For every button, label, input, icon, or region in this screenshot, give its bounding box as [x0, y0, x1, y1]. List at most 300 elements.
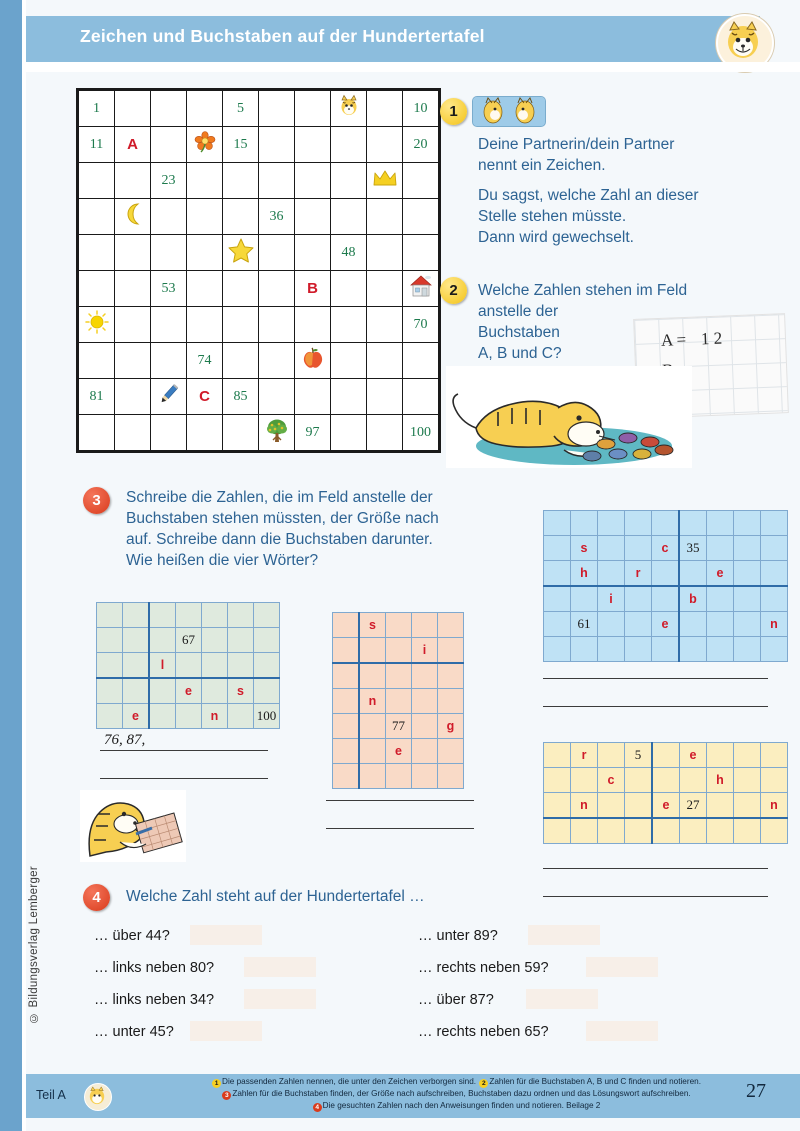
grid-cell-empty[interactable] — [412, 613, 438, 638]
chart-cell-empty[interactable] — [187, 235, 223, 271]
grid-cell-empty[interactable] — [228, 704, 254, 729]
grid-cell-empty[interactable] — [707, 793, 734, 819]
grid-cell-empty[interactable] — [680, 768, 707, 793]
grid-cell-c[interactable]: c — [598, 768, 625, 793]
chart-cell-letter-C[interactable]: C — [187, 379, 223, 415]
chart-cell-star-icon[interactable] — [223, 235, 259, 271]
task-4-right-answer-box-3[interactable] — [526, 989, 598, 1009]
grid-cell-empty[interactable] — [412, 739, 438, 764]
word-grid-pink[interactable] — [332, 612, 464, 789]
grid-cell-empty[interactable] — [734, 536, 761, 561]
grid-cell-empty[interactable] — [149, 628, 176, 653]
grid-cell-empty[interactable] — [544, 586, 571, 612]
task-4-right-answer-box-4[interactable] — [586, 1021, 658, 1041]
chart-cell-empty[interactable] — [295, 235, 331, 271]
grid-cell-empty[interactable] — [202, 603, 228, 628]
grid-cell-s[interactable]: s — [359, 613, 386, 638]
grid-cell-s[interactable]: s — [228, 678, 254, 704]
chart-cell-empty[interactable] — [295, 91, 331, 127]
chart-cell-1[interactable]: 1 — [79, 91, 115, 127]
grid-cell-empty[interactable] — [438, 764, 464, 789]
task-4-right-label-1: … unter 89? — [418, 928, 498, 944]
grid-cell-l[interactable]: l — [149, 653, 176, 679]
grid-cell-empty[interactable] — [598, 793, 625, 819]
chart-cell-10[interactable]: 10 — [403, 91, 439, 127]
chart-cell-empty[interactable] — [79, 163, 115, 199]
grid-cell-empty[interactable] — [97, 704, 123, 729]
grid-cell-empty[interactable] — [333, 638, 360, 664]
grid-cell-empty[interactable] — [333, 714, 360, 739]
chart-cell-empty[interactable] — [259, 379, 295, 415]
grid-cell-empty[interactable] — [652, 637, 680, 662]
grid-cell-empty[interactable] — [202, 628, 228, 653]
chart-cell-empty[interactable] — [79, 271, 115, 307]
grid-cell-empty[interactable] — [707, 637, 734, 662]
grid-cell-n[interactable]: n — [359, 689, 386, 714]
grid-cell-empty[interactable] — [625, 793, 653, 819]
grid-cell-empty[interactable] — [734, 511, 761, 536]
grid-cell-empty[interactable] — [734, 743, 761, 768]
grid-row — [333, 689, 464, 714]
chart-cell-empty[interactable] — [115, 379, 151, 415]
grid-cell-s[interactable]: s — [571, 536, 598, 561]
task-4-left-answer-box-4[interactable] — [190, 1021, 262, 1041]
grid-cell-empty[interactable] — [97, 653, 123, 679]
chart-cell-empty[interactable] — [367, 343, 403, 379]
chart-cell-empty[interactable] — [367, 127, 403, 163]
chart-cell-empty[interactable] — [367, 271, 403, 307]
grid-cell-empty[interactable] — [228, 603, 254, 628]
grid-cell-empty[interactable] — [254, 678, 280, 704]
chart-cell-crown-icon[interactable] — [367, 163, 403, 199]
grid-cell-empty[interactable] — [598, 536, 625, 561]
grid-cell-empty[interactable] — [734, 586, 761, 612]
grid-cell-empty[interactable] — [652, 511, 680, 536]
grid-cell-e[interactable]: e — [176, 678, 202, 704]
chart-cell-moon-icon[interactable] — [115, 199, 151, 235]
grid-cell-empty[interactable] — [734, 793, 761, 819]
chart-cell-empty[interactable] — [295, 199, 331, 235]
grid-cell-empty[interactable] — [333, 739, 360, 764]
grid-cell-i[interactable]: i — [412, 638, 438, 664]
grid-cell-5[interactable]: 5 — [625, 743, 653, 768]
grid-cell-67[interactable]: 67 — [176, 628, 202, 653]
chart-row — [79, 307, 439, 343]
chart-cell-empty[interactable] — [331, 343, 367, 379]
chart-cell-empty[interactable] — [295, 127, 331, 163]
star-icon — [228, 238, 254, 267]
grid-cell-empty[interactable] — [652, 818, 680, 844]
chart-cell-letter-A[interactable]: A — [115, 127, 151, 163]
chart-cell-36[interactable]: 36 — [259, 199, 295, 235]
grid-cell-empty[interactable] — [176, 653, 202, 679]
chart-cell-empty[interactable] — [259, 307, 295, 343]
grid-cell-empty[interactable] — [544, 768, 571, 793]
flower-icon — [193, 130, 217, 158]
grid-cell-empty[interactable] — [734, 818, 761, 844]
grid-cell-empty[interactable] — [333, 613, 360, 638]
answer-line-pink-2[interactable] — [326, 828, 474, 829]
grid-cell-empty[interactable] — [598, 818, 625, 844]
grid-row — [97, 704, 280, 729]
grid-cell-empty[interactable] — [625, 536, 652, 561]
grid-cell-empty[interactable] — [386, 689, 412, 714]
chart-cell-empty[interactable] — [187, 91, 223, 127]
grid-cell-empty[interactable] — [761, 743, 788, 768]
chart-cell-house-icon[interactable] — [403, 271, 439, 307]
grid-cell-empty[interactable] — [625, 511, 652, 536]
grid-cell-empty[interactable] — [149, 704, 176, 729]
chart-cell-empty[interactable] — [259, 163, 295, 199]
grid-cell-empty[interactable] — [679, 612, 707, 637]
grid-cell-h[interactable]: h — [707, 768, 734, 793]
task-2-line-2: anstelle der — [478, 303, 559, 320]
grid-cell-empty[interactable] — [761, 561, 788, 587]
grid-cell-empty[interactable] — [652, 768, 680, 793]
chart-cell-empty[interactable] — [223, 163, 259, 199]
grid-cell-empty[interactable] — [598, 637, 625, 662]
chart-cell-empty[interactable] — [151, 307, 187, 343]
grid-cell-empty[interactable] — [571, 818, 598, 844]
grid-cell-empty[interactable] — [571, 768, 598, 793]
chart-cell-empty[interactable] — [259, 91, 295, 127]
word-grid-table — [332, 612, 464, 789]
grid-cell-empty[interactable] — [571, 511, 598, 536]
chart-cell-empty[interactable] — [187, 271, 223, 307]
grid-cell-empty[interactable] — [254, 603, 280, 628]
grid-cell-empty[interactable] — [176, 704, 202, 729]
grid-row — [97, 678, 280, 704]
grid-cell-empty[interactable] — [761, 511, 788, 536]
task-3-number: 3 — [83, 487, 110, 514]
grid-cell-empty[interactable] — [707, 743, 734, 768]
grid-cell-empty[interactable] — [707, 511, 734, 536]
grid-cell-empty[interactable] — [544, 511, 571, 536]
grid-cell-empty[interactable] — [652, 586, 680, 612]
grid-cell-c[interactable]: c — [652, 536, 680, 561]
grid-cell-empty[interactable] — [438, 638, 464, 664]
chart-cell-empty[interactable] — [331, 307, 367, 343]
chart-cell-97[interactable]: 97 — [295, 415, 331, 451]
grid-cell-n[interactable]: n — [202, 704, 228, 729]
grid-cell-empty[interactable] — [123, 678, 150, 704]
chart-cell-5[interactable]: 5 — [223, 91, 259, 127]
chart-cell-empty[interactable] — [331, 127, 367, 163]
grid-cell-empty[interactable] — [386, 638, 412, 664]
grid-row — [333, 638, 464, 664]
grid-cell-empty[interactable] — [652, 743, 680, 768]
task-4-right-answer-box-2[interactable] — [586, 957, 658, 977]
grid-cell-empty[interactable] — [625, 768, 653, 793]
chart-cell-empty[interactable] — [331, 199, 367, 235]
chart-cell-apple-icon[interactable] — [295, 343, 331, 379]
grid-cell-empty[interactable] — [734, 612, 761, 637]
chart-cell-empty[interactable] — [115, 163, 151, 199]
chart-cell-empty[interactable] — [331, 271, 367, 307]
grid-cell-i[interactable]: i — [598, 586, 625, 612]
grid-cell-empty[interactable] — [679, 511, 707, 536]
chart-cell-74[interactable]: 74 — [187, 343, 223, 379]
chart-cell-100[interactable]: 100 — [403, 415, 439, 451]
grid-cell-empty[interactable] — [761, 536, 788, 561]
chart-cell-empty[interactable] — [367, 91, 403, 127]
grid-cell-empty[interactable] — [761, 768, 788, 793]
grid-cell-empty[interactable] — [438, 663, 464, 689]
chart-cell-empty[interactable] — [115, 307, 151, 343]
chart-cell-empty[interactable] — [403, 379, 439, 415]
chart-cell-85[interactable]: 85 — [223, 379, 259, 415]
chart-cell-empty[interactable] — [115, 343, 151, 379]
chart-cell-empty[interactable] — [79, 235, 115, 271]
grid-cell-empty[interactable] — [571, 637, 598, 662]
chart-cell-53[interactable]: 53 — [151, 271, 187, 307]
grid-cell-61[interactable]: 61 — [571, 612, 598, 637]
chart-cell-sun-icon[interactable] — [79, 307, 115, 343]
chart-cell-empty[interactable] — [403, 343, 439, 379]
chart-cell-empty[interactable] — [403, 163, 439, 199]
grid-cell-empty[interactable] — [598, 561, 625, 587]
chart-cell-empty[interactable] — [187, 415, 223, 451]
grid-cell-empty[interactable] — [598, 511, 625, 536]
grid-cell-empty[interactable] — [386, 764, 412, 789]
task-4-left-answer-box-1[interactable] — [190, 925, 262, 945]
grid-cell-empty[interactable] — [359, 739, 386, 764]
chart-cell-empty[interactable] — [259, 127, 295, 163]
chart-cell-20[interactable]: 20 — [403, 127, 439, 163]
chart-cell-empty[interactable] — [115, 91, 151, 127]
chart-cell-23[interactable]: 23 — [151, 163, 187, 199]
grid-cell-empty[interactable] — [176, 603, 202, 628]
grid-cell-empty[interactable] — [761, 637, 788, 662]
grid-cell-empty[interactable] — [202, 653, 228, 679]
chart-cell-tiger-icon[interactable] — [331, 91, 367, 127]
answer-line-green-2[interactable] — [100, 778, 268, 779]
word-grid-green[interactable] — [96, 602, 280, 729]
grid-cell-empty[interactable] — [598, 743, 625, 768]
grid-cell-empty[interactable] — [202, 678, 228, 704]
grid-cell-empty[interactable] — [149, 603, 176, 628]
grid-cell-empty[interactable] — [412, 764, 438, 789]
chart-cell-empty[interactable] — [295, 307, 331, 343]
grid-cell-77[interactable]: 77 — [386, 714, 412, 739]
grid-cell-empty[interactable] — [707, 818, 734, 844]
grid-cell-n[interactable]: n — [761, 793, 788, 819]
grid-cell-b[interactable]: b — [679, 586, 707, 612]
answer-line-yellow-1[interactable] — [543, 868, 768, 869]
grid-cell-empty[interactable] — [254, 653, 280, 679]
grid-cell-empty[interactable] — [333, 689, 360, 714]
chart-cell-empty[interactable] — [331, 163, 367, 199]
grid-cell-g[interactable]: g — [438, 714, 464, 739]
task-1-number: 1 — [440, 98, 467, 125]
chart-cell-empty[interactable] — [295, 163, 331, 199]
task-4-right-answer-box-1[interactable] — [528, 925, 600, 945]
grid-cell-e[interactable]: e — [123, 704, 150, 729]
chart-cell-empty[interactable] — [259, 343, 295, 379]
chart-cell-empty[interactable] — [151, 199, 187, 235]
grid-cell-empty[interactable] — [333, 764, 360, 789]
grid-cell-empty[interactable] — [97, 628, 123, 653]
grid-cell-empty[interactable] — [544, 637, 571, 662]
chart-cell-empty[interactable] — [259, 235, 295, 271]
grid-cell-n[interactable]: n — [571, 793, 598, 819]
grid-cell-empty[interactable] — [625, 637, 652, 662]
grid-cell-empty[interactable] — [438, 689, 464, 714]
chart-cell-empty[interactable] — [403, 235, 439, 271]
page-number: 27 — [746, 1080, 766, 1102]
chart-cell-empty[interactable] — [115, 415, 151, 451]
chart-cell-empty[interactable] — [331, 415, 367, 451]
grid-cell-empty[interactable] — [734, 561, 761, 587]
grid-cell-e[interactable]: e — [386, 739, 412, 764]
grid-row — [333, 739, 464, 764]
answer-line-blue-1[interactable] — [543, 678, 768, 679]
chart-cell-empty[interactable] — [115, 235, 151, 271]
chart-cell-pencil-icon[interactable] — [151, 379, 187, 415]
grid-cell-e[interactable]: e — [652, 793, 680, 819]
grid-cell-empty[interactable] — [149, 678, 176, 704]
chart-cell-empty[interactable] — [115, 271, 151, 307]
grid-cell-empty[interactable] — [571, 586, 598, 612]
chart-cell-empty[interactable] — [403, 199, 439, 235]
grid-cell-empty[interactable] — [761, 586, 788, 612]
answer-line-yellow-2[interactable] — [543, 896, 768, 897]
chart-cell-empty[interactable] — [187, 163, 223, 199]
grid-cell-empty[interactable] — [359, 764, 386, 789]
grid-cell-empty[interactable] — [544, 561, 571, 587]
grid-cell-empty[interactable] — [123, 603, 150, 628]
grid-cell-r[interactable]: r — [625, 561, 652, 587]
grid-cell-empty[interactable] — [123, 653, 150, 679]
grid-cell-empty[interactable] — [123, 628, 150, 653]
grid-cell-empty[interactable] — [544, 612, 571, 637]
grid-cell-empty[interactable] — [544, 536, 571, 561]
grid-cell-empty[interactable] — [707, 586, 734, 612]
chart-cell-11[interactable]: 11 — [79, 127, 115, 163]
chart-cell-empty[interactable] — [223, 415, 259, 451]
chart-cell-empty[interactable] — [187, 199, 223, 235]
grid-cell-empty[interactable] — [652, 561, 680, 587]
grid-cell-empty[interactable] — [412, 689, 438, 714]
grid-cell-empty[interactable] — [544, 793, 571, 819]
grid-cell-empty[interactable] — [359, 714, 386, 739]
grid-cell-empty[interactable] — [412, 663, 438, 689]
grid-cell-empty[interactable] — [228, 653, 254, 679]
grid-row — [333, 613, 464, 638]
chart-cell-15[interactable]: 15 — [223, 127, 259, 163]
grid-cell-empty[interactable] — [734, 768, 761, 793]
answer-line-pink-1[interactable] — [326, 800, 474, 801]
chart-cell-empty[interactable] — [223, 307, 259, 343]
grid-cell-empty[interactable] — [386, 613, 412, 638]
chart-cell-empty[interactable] — [151, 235, 187, 271]
chart-cell-48[interactable]: 48 — [331, 235, 367, 271]
hundred-chart-table — [78, 90, 439, 451]
chart-cell-81[interactable]: 81 — [79, 379, 115, 415]
grid-cell-empty[interactable] — [333, 663, 360, 689]
grid-cell-100[interactable]: 100 — [254, 704, 280, 729]
chart-cell-empty[interactable] — [367, 379, 403, 415]
grid-cell-h[interactable]: h — [571, 561, 598, 587]
chart-cell-empty[interactable] — [79, 415, 115, 451]
grid-cell-empty[interactable] — [544, 818, 571, 844]
answer-line-green-1[interactable] — [100, 750, 268, 751]
task-4-left-answer-box-3[interactable] — [244, 989, 316, 1009]
chart-cell-70[interactable]: 70 — [403, 307, 439, 343]
task-1-text — [478, 134, 778, 248]
chart-cell-empty[interactable] — [259, 271, 295, 307]
grid-cell-empty[interactable] — [680, 818, 707, 844]
grid-cell-empty[interactable] — [438, 613, 464, 638]
chart-cell-empty[interactable] — [151, 343, 187, 379]
grid-cell-e[interactable]: e — [707, 561, 734, 587]
word-grid-yellow[interactable] — [543, 742, 788, 844]
grid-cell-empty[interactable] — [625, 612, 652, 637]
chart-cell-empty[interactable] — [367, 415, 403, 451]
grid-cell-empty[interactable] — [544, 743, 571, 768]
grid-cell-empty[interactable] — [707, 612, 734, 637]
grid-row — [97, 628, 280, 653]
grid-cell-empty[interactable] — [359, 663, 386, 689]
chart-cell-empty[interactable] — [187, 307, 223, 343]
grid-cell-empty[interactable] — [761, 818, 788, 844]
chart-cell-empty[interactable] — [151, 91, 187, 127]
chart-cell-empty[interactable] — [223, 343, 259, 379]
chart-cell-empty[interactable] — [367, 199, 403, 235]
grid-cell-27[interactable]: 27 — [680, 793, 707, 819]
chart-cell-empty[interactable] — [367, 235, 403, 271]
grid-cell-empty[interactable] — [412, 714, 438, 739]
grid-cell-e[interactable]: e — [652, 612, 680, 637]
grid-cell-empty[interactable] — [598, 612, 625, 637]
grid-cell-empty[interactable] — [97, 678, 123, 704]
grid-cell-r[interactable]: r — [571, 743, 598, 768]
grid-cell-empty[interactable] — [254, 628, 280, 653]
grid-cell-empty[interactable] — [734, 637, 761, 662]
grid-cell-empty[interactable] — [679, 637, 707, 662]
grid-cell-empty[interactable] — [97, 603, 123, 628]
chart-cell-empty[interactable] — [223, 271, 259, 307]
grid-cell-empty[interactable] — [679, 561, 707, 587]
chart-cell-empty[interactable] — [223, 199, 259, 235]
chart-cell-empty[interactable] — [151, 127, 187, 163]
word-grid-blue[interactable] — [543, 510, 788, 662]
chart-row — [79, 163, 439, 199]
grid-cell-empty[interactable] — [707, 536, 734, 561]
grid-cell-n[interactable]: n — [761, 612, 788, 637]
chart-cell-letter-B[interactable]: B — [295, 271, 331, 307]
chart-cell-empty[interactable] — [331, 379, 367, 415]
chart-cell-tree-icon[interactable] — [259, 415, 295, 451]
grid-cell-empty[interactable] — [625, 586, 652, 612]
chart-cell-empty[interactable] — [367, 307, 403, 343]
chart-cell-flower-icon[interactable] — [187, 127, 223, 163]
grid-cell-empty[interactable] — [386, 663, 412, 689]
grid-cell-empty[interactable] — [359, 638, 386, 664]
chart-cell-empty[interactable] — [151, 415, 187, 451]
answer-line-blue-2[interactable] — [543, 706, 768, 707]
chart-cell-empty[interactable] — [79, 199, 115, 235]
grid-cell-e[interactable]: e — [680, 743, 707, 768]
grid-cell-empty[interactable] — [625, 818, 653, 844]
task-4-left-answer-box-2[interactable] — [244, 957, 316, 977]
chart-cell-empty[interactable] — [79, 343, 115, 379]
grid-cell-empty[interactable] — [228, 628, 254, 653]
grid-cell-empty[interactable] — [438, 739, 464, 764]
hundred-chart[interactable] — [76, 88, 441, 453]
chart-cell-empty[interactable] — [295, 379, 331, 415]
grid-cell-35[interactable]: 35 — [679, 536, 707, 561]
